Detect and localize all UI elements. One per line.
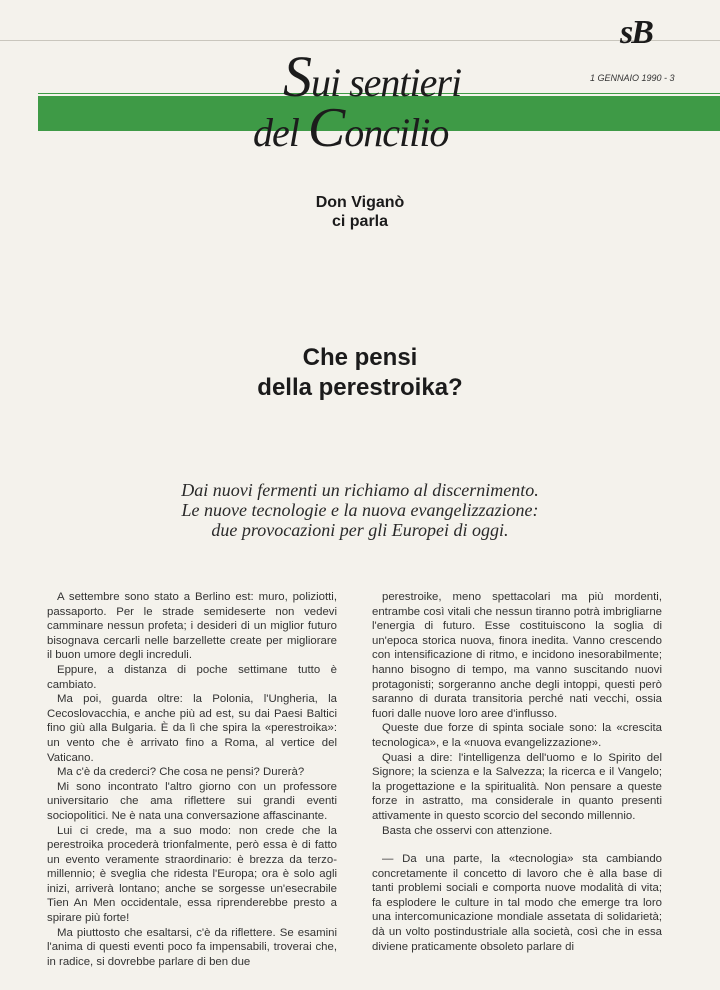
- masthead-initial-c: C: [307, 97, 345, 159]
- paragraph: Queste due forze di spinta sociale sono: la «crescita tecnologica», e la «nuova evangelizzazione».: [372, 722, 662, 749]
- body-column-left: [47, 590, 337, 969]
- masthead-line-2: [253, 97, 449, 159]
- paragraph: Ma c'è da crederci? Che cosa ne pensi? Durerà?: [57, 766, 305, 779]
- author-line: Don Viganò: [315, 194, 405, 211]
- magazine-logo: sB: [620, 14, 652, 51]
- paragraph: Eppure, a distanza di poche settimane tutto è cambiato.: [47, 663, 337, 691]
- headline-line: della perestroika?: [257, 374, 463, 401]
- paragraph: Mi sono incontrato l'altro giorno con un professore universitario che ama riflettere sui grandi eventi sociopolitici. Ne è nata una conversazione affascinante.: [47, 780, 337, 822]
- paragraph: A settembre sono stato a Berlino est: muro, poliziotti, passaporto. Per le strade semideserte non vedevi camminare nessun profeta; i desideri di un miglior futuro bisognava cercarli nelle barzellette create per migliorare il buon umore degli increduli.: [47, 591, 337, 662]
- masthead-text-1: ui sentieri: [311, 60, 462, 105]
- masthead-prefix: del: [253, 110, 308, 155]
- author-byline: [0, 193, 720, 231]
- paragraph: — Da una parte, la «tecnologia» sta cambiando concretamente il concetto di lavoro che è alla base di tanti problemi sociali e comporta nuove modalità di vita; fa esplodere le culture in tal modo che emerge tra loro una intercomunicazione mondiale assetata di solidarietà; dà un volto postindustriale alla società, così che in essa diviene praticamente obsoleto parlare di: [372, 853, 662, 953]
- article-headline: [0, 343, 720, 403]
- issue-date: 1 GENNAIO 1990 - 3: [590, 73, 675, 83]
- body-column-right: [372, 590, 662, 954]
- subtitle-line: due provocazioni per gli Europei di oggi.: [211, 520, 509, 540]
- paragraph: Quasi a dire: l'intelligenza dell'uomo e lo Spirito del Signore; la scienza e la Salvezza; la ricerca e il Vangelo; la progettazione e la spiritualità. Non pensare a queste forze in astratto, ma considerale in quanto presenti attivamente in questo scorcio del secondo millennio.: [372, 751, 662, 822]
- subtitle-line: Dai nuovi fermenti un richiamo al discernimento.: [181, 480, 539, 500]
- paragraph: Ma piuttosto che esaltarsi, c'è da riflettere. Se esamini l'anima di questi eventi poco fa impensabili, troverai che, in radice, si dovrebbe parlare di ben due: [47, 926, 337, 968]
- top-rule: [0, 40, 720, 41]
- masthead-text-2: oncilio: [344, 110, 449, 155]
- paragraph: perestroike, meno spettacolari ma più mordenti, entrambe così vitali che nessun tiranno potrà imbrigliarne l'energia di futuro. Esse costituiscono la soglia di un'epoca storica nuova, finora inedita. Vanno crescendo con intensificazione di ritmo, e incidono inesorabilmente; hanno bisogno di tempo, ma vanno suscitando nuovi protagonisti; sorgeranno anche degli intoppi, questi però saranno di durata transitoria perché nati vecchi, ossia fuori dalle nuove loro aree d'influsso.: [372, 591, 662, 720]
- paragraph: Lui ci crede, ma a suo modo: non crede che la perestroika procederà trionfalmente, però essa è di fatto un evento veramente straordinario: è brezza da terzo-millennio; è sveglia che ridesta l'Europa; ora è solo agli inizi, arriverà lontano; anche se sorgesse un'esecrabile Tien An Men occidentale, essa riprenderebbe presto a spirare più forte!: [47, 824, 337, 925]
- paragraph: Basta che osservi con attenzione.: [382, 824, 553, 837]
- article-subtitle: [0, 480, 720, 540]
- headline-line: Che pensi: [302, 344, 418, 371]
- masthead-initial-s: S: [283, 44, 311, 109]
- paragraph: Ma poi, guarda oltre: la Polonia, l'Ungheria, la Cecoslovacchia, e anche più ad est, su dai Paesi Baltici fino giù alla Bulgaria. È da lì che spira la «perestroika»: un vento che è arrivato fino a Roma, al vertice del Vaticano.: [47, 693, 337, 764]
- author-line: ci parla: [331, 213, 389, 230]
- subtitle-line: Le nuove tecnologie e la nuova evangelizzazione:: [181, 500, 539, 520]
